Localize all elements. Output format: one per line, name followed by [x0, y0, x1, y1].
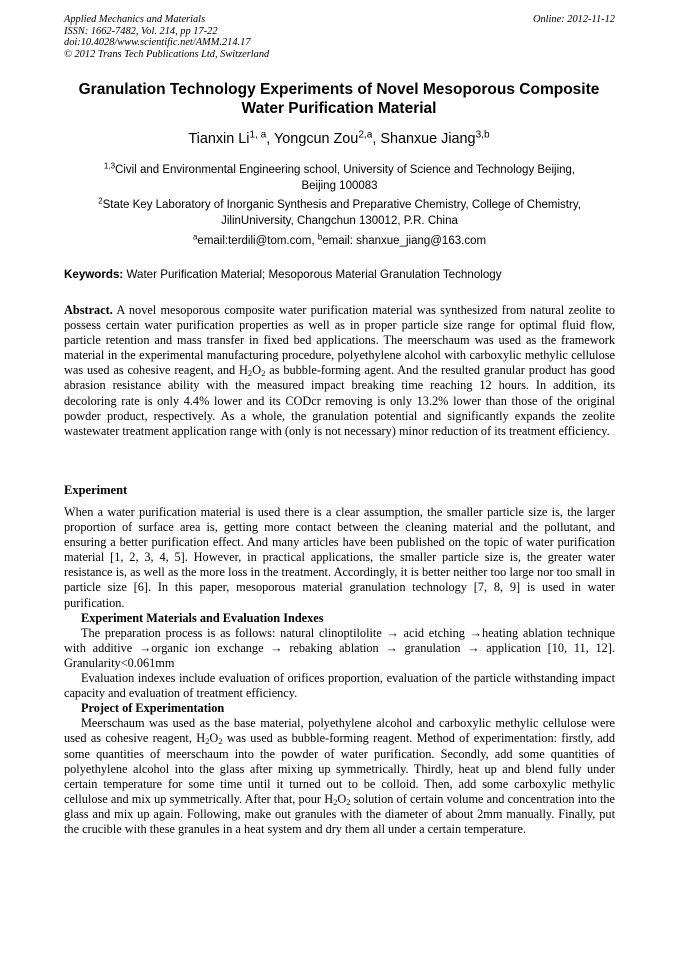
abstract-label: Abstract.	[64, 303, 113, 317]
subscript: 2	[218, 736, 223, 747]
title-line-2: Water Purification Material	[241, 100, 437, 117]
paragraph: The preparation process is as follows: natural clinoptilolite → acid etching →heating ablation technique with additive →organic ion exchange → rebaking ablation → granulation → application [10, 11, 12]. Granularity<0.061mm	[64, 625, 615, 670]
subsection-heading-project: Project of Experimentation	[81, 701, 225, 716]
email-line	[64, 233, 615, 249]
affiliation-text: JilinUniversity, Changchun 130012, P.R. China	[221, 215, 458, 227]
paragraph: When a water purification material is used there is a clear assumption, the smaller particle size is, the larger proportion of surface area is, getting more contact between the cleaning material and the pollutant, and ensuring a better purification effect. And many articles have been published on the topic of water purification material [1, 2, 3, 4, 5]. However, in practical applications, the smaller particle size is, the greater water resistance is, as well as the more loss in the treatment. Accordingly, it is better neither too large nor too small in particle size [6]. In this paper, mesoporous material granulation technology [7, 8, 9] is used in water purification.	[64, 505, 615, 610]
affiliation-text: Beijing 100083	[301, 180, 378, 192]
subsection-heading-materials: Experiment Materials and Evaluation Indexes	[81, 610, 324, 625]
paragraph-text: O	[337, 791, 347, 806]
experiment-body	[64, 505, 615, 837]
affiliation-text: Civil and Environmental Engineering school, University of Science and Technology Beijing,	[115, 164, 576, 176]
subscript: 2	[333, 796, 338, 807]
affiliation-mark: 2	[98, 196, 103, 206]
subscript: 2	[346, 796, 351, 807]
journal-name: Applied Mechanics and Materials	[64, 14, 206, 25]
email-mark: b	[317, 232, 323, 242]
affiliation-text: State Key Laboratory of Inorganic Synthesis and Preparative Chemistry, College of Chemistry,	[102, 199, 581, 211]
author-affiliation-mark: 3,b	[475, 129, 490, 141]
paragraph	[64, 716, 615, 837]
paragraph: Evaluation indexes include evaluation of orifices proportion, evaluation of the particle withstanding impact capacity and evaluation of treatment efficiency.	[64, 671, 615, 701]
journal-header	[64, 14, 269, 60]
email-mark: a	[192, 232, 198, 242]
email-address: email:terdili@tom.com,	[197, 235, 318, 247]
issn-line: ISSN: 1662-7482, Vol. 214, pp 17-22	[64, 25, 218, 37]
author-affiliation-mark: 1, a	[249, 129, 267, 141]
abstract-text: A novel mesoporous composite water purification material was synthesized from natural zeolite to possess certain water purification properties as well as in proper particle size range for optimal fluid flow, particle retention and mass transfer in fixed bed applications. The meerschaum was used as the framework material in the experimental manufacturing procedure, polyethylene alcohol with carboxylic methylic cellulose was used as cohesive reagent, and H	[64, 303, 615, 378]
author-separator: ,	[372, 131, 381, 147]
author-separator: ,	[266, 131, 275, 147]
abstract	[64, 303, 615, 439]
author-name: Yongcun Zou	[274, 131, 359, 147]
author-name: Tianxin Li	[188, 131, 250, 147]
abstract-text: O	[252, 363, 262, 378]
subscript: 2	[247, 368, 253, 379]
copyright-line: © 2012 Trans Tech Publications Ltd, Switzerland	[64, 48, 270, 60]
keywords-label: Keywords:	[64, 268, 124, 281]
title-line-1: Granulation Technology Experiments of Novel Mesoporous Composite	[78, 81, 600, 98]
affiliation-1	[64, 162, 615, 194]
paragraph-text: was used as bubble-forming reagent. Method of experimentation: firstly, add some quantities of meerschaum into the powder of water purification. Secondly, add some quantities of polyethylene alcohol into the glass after mixing up symmetrically. Thirdly, heat up and blend fully under certain temperature for some time until it turned out to be colloid. Then, add some carboxylic methylic cellulose and mix up symmetrically. After that, pour H	[64, 731, 615, 806]
doi-line: doi:10.4028/www.scientific.net/AMM.214.17	[64, 37, 251, 49]
subscript: 2	[205, 736, 210, 747]
section-heading-experiment: Experiment	[64, 483, 128, 497]
paragraph-text: O	[209, 731, 219, 746]
author-list	[40, 130, 638, 148]
keywords	[64, 268, 615, 282]
subscript: 2	[261, 368, 266, 379]
paragraph-text: Meerschaum was used as the base material, polyethylene alcohol and carboxylic methylic cellulose were used as cohesive reagent, H	[64, 716, 615, 746]
keywords-text: Water Purification Material; Mesoporous Material Granulation Technology	[123, 268, 502, 281]
paragraph-text: solution of certain volume and concentration into the glass and mix up again. Following, make out granules with the diameter of about 2mm manually. Finally, put the crucible with these granules in a heat system and dry them all under a certain temperature.	[64, 791, 615, 836]
affiliation-2	[64, 197, 615, 229]
email-address: email: shanxue_jiang@163.com	[322, 235, 487, 247]
author-affiliation-mark: 2,a	[358, 129, 373, 141]
affiliation-mark: 1,3	[103, 161, 116, 171]
paper-title	[40, 80, 638, 118]
online-date: Online: 2012-11-12	[532, 14, 615, 25]
author-name: Shanxue Jiang	[380, 131, 476, 147]
abstract-text: as bubble-forming agent. And the resulted granular product has good abrasion resistance ability with the measured impact breaking time reaching 12 hours. In addition, its decoloring rate is only 4.4% lower and its CODcr removing is only 13.2% lower than those of the original powder product, respectively. As a whole, the granulation potential and significantly expands the zeolite wastewater treatment application range with (only is not necessary) minor reduction of its treatment efficiency.	[64, 363, 615, 438]
